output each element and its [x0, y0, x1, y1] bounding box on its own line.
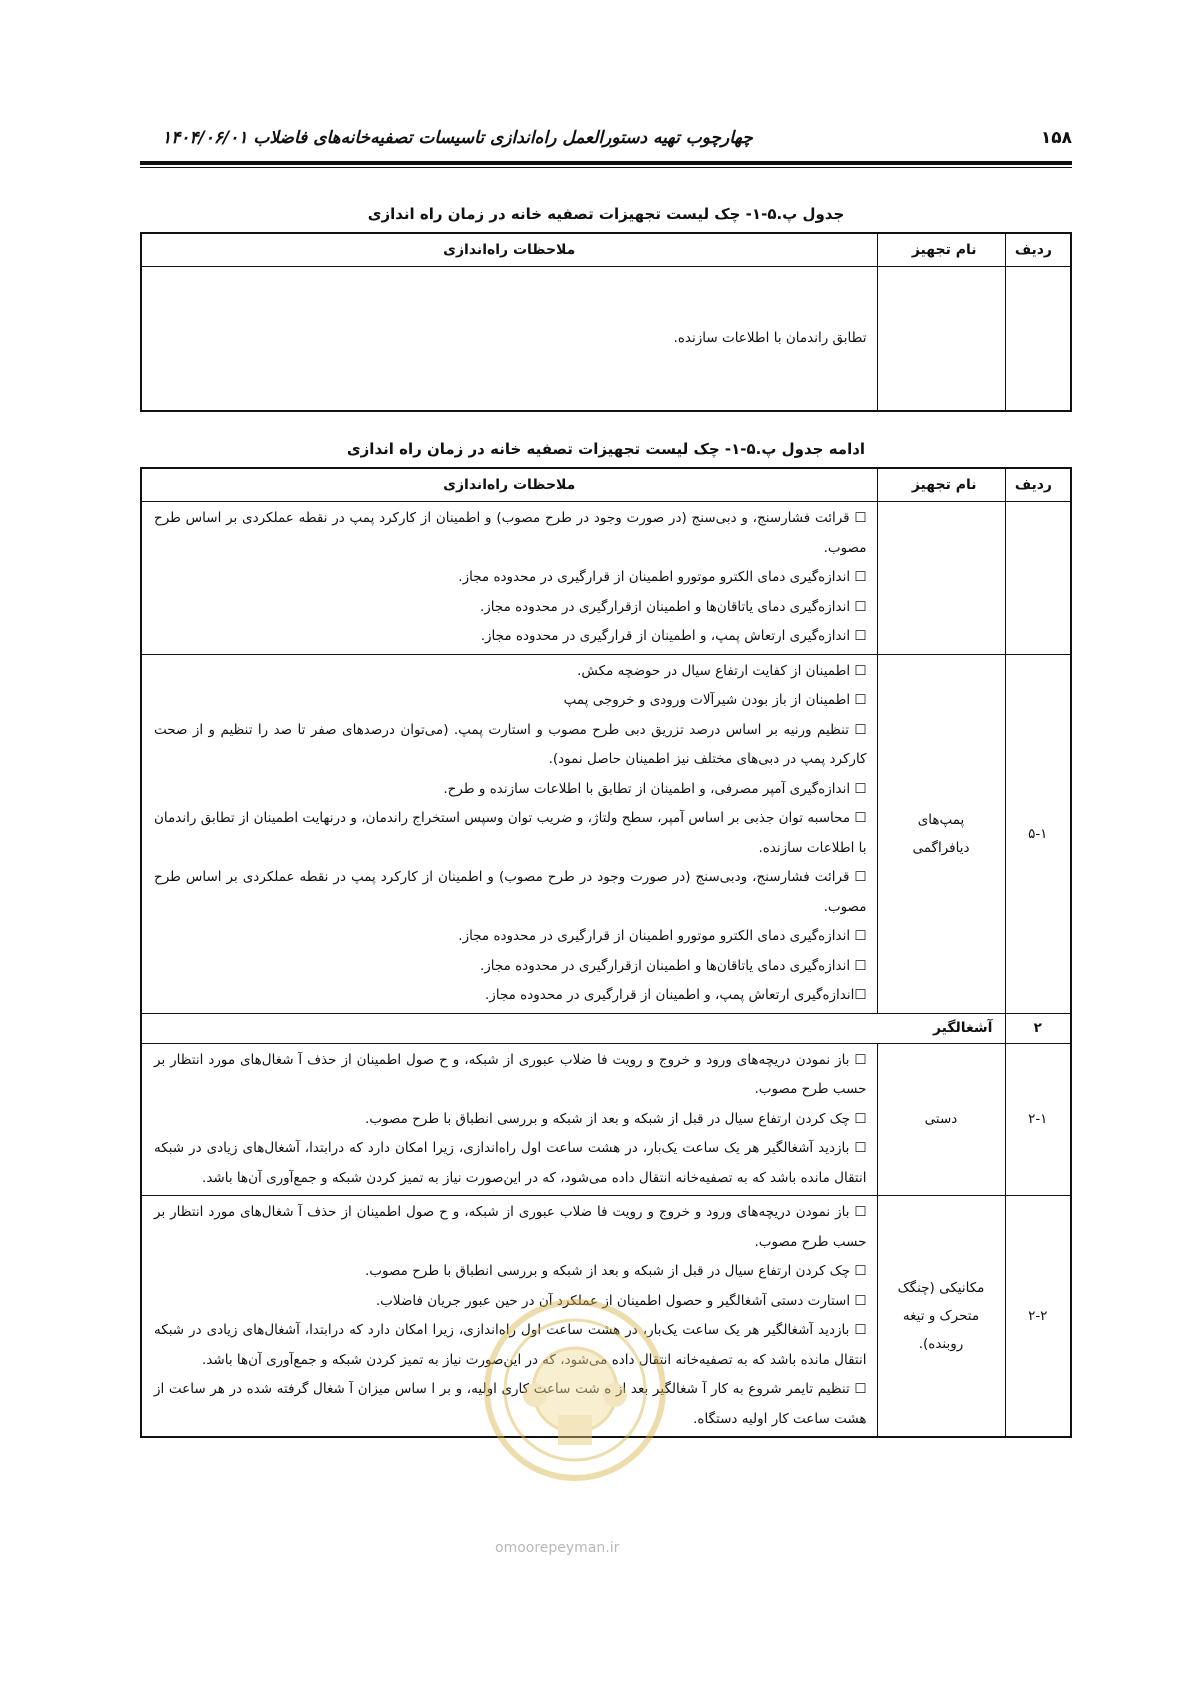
row-name: [877, 267, 1005, 411]
equipment-name-line: متحرک و تیغه: [902, 1308, 980, 1324]
running-title: [140, 128, 753, 148]
equipment-name-line: روبنده).: [918, 1336, 964, 1352]
row-radif: ۲-۱: [1005, 1043, 1071, 1196]
row-name: [877, 502, 1005, 655]
table-row: [141, 1196, 1071, 1438]
checklist-item: ☐ اندازه‌گیری دمای الکترو موتورو اطمینان از قرارگیری در محدوده مجاز.: [458, 928, 867, 944]
page-number: ۱۵۸: [1040, 128, 1072, 148]
checklist-item: ☐ قرائت فشارسنج، و دبی‌سنج (در صورت وجود در طرح مصوب) و اطمینان از کارکرد پمپ در نقطه عملکردی بر اساس طرح مصوب.: [154, 510, 867, 556]
checklist-item: ☐ محاسبه توان جذبی بر اساس آمپر، سطح ولتاژ، و ضریب توان وسپس استخراج راندمان، و درنهایت اطمینان از تطابق راندمان با اطلاعات سازنده.: [154, 810, 867, 856]
row-name: دستی: [877, 1043, 1005, 1196]
checklist-item: ☐ باز نمودن دریچه‌های ورود و خروج و رویت فا ضلاب عبوری از شبکه، و ح صول اطمینان از حذف آ شغال‌های مورد انتظار بر حسب طرح مصوب.: [154, 1051, 867, 1097]
running-title-text: چهارچوب تهیه دستورالعمل راه‌اندازی تاسیسات تصفیه‌خانه‌های فاضلاب: [253, 128, 753, 148]
table-row: [141, 1043, 1071, 1196]
section-number: ۲: [1005, 1013, 1071, 1043]
checklist-item: ☐ اندازه‌گیری آمپر مصرفی، و اطمینان از تطابق با اطلاعات سازنده و طرح.: [443, 780, 867, 797]
equipment-name-line: دیافراگمی: [912, 839, 970, 856]
checklist-item: ☐ اندازه‌گیری دمای یاتاقان‌ها و اطمینان ازقرارگیری در محدوده مجاز.: [479, 957, 867, 974]
checklist-item: ☐ چک کردن ارتفاع سیال در قبل از شبکه و بعد از شبکه و بررسی انطباق با طرح مصوب.: [364, 1110, 867, 1127]
table-row: [141, 654, 1071, 1013]
equipment-name-line: پمپ‌های: [917, 811, 965, 828]
row-radif: [1005, 267, 1071, 411]
table2-header-row: [141, 468, 1071, 502]
row-name: [877, 654, 1005, 1013]
checklist-item: ☐ چک کردن ارتفاع سیال در قبل از شبکه و بعد از شبکه و بررسی انطباق با طرح مصوب.: [364, 1263, 867, 1279]
checklist-item: ☐ استارت دستی آشغالگیر و حصول اطمینان از عملکرد آن در حین عبور جریان فاضلاب.: [375, 1292, 867, 1309]
checklist-item: ☐ بازدید آشغالگیر هر یک ساعت یک‌بار، در هشت ساعت اول راه‌اندازی، زیرا امکان دارد که درابتدا، آشغال‌های زیادی در شبکه انتقال مانده باشد که به تصفیه‌خانه انتقال داده می‌شود، که در این‌صورت نیاز به تمیز کردن شبکه و جمع‌آوری آن‌ها باشد.: [154, 1140, 867, 1186]
row-notes: [141, 654, 877, 1013]
table2: [140, 467, 1072, 1438]
row-radif: [1005, 502, 1071, 655]
table2-col-notes: ملاحظات راه‌اندازی: [141, 468, 877, 502]
header-rule-thick: [140, 161, 1072, 165]
table1: [140, 232, 1072, 412]
table1-caption: جدول پ.۵-۱- چک لیست تجهیزات تصفیه خانه در زمان راه اندازی: [367, 205, 845, 223]
checklist-item: ☐ قرائت فشارسنج، ودبی‌سنج (در صورت وجود در طرح مصوب) و اطمینان از کارکرد پمپ در نقطه عملکردی بر اساس طرح مصوب.: [154, 869, 867, 915]
checklist-item: ☐ اندازه‌گیری ارتعاش پمپ، و اطمینان از قرارگیری در محدوده مجاز.: [480, 628, 867, 644]
checklist-item: ☐ تنظیم ورنیه بر اساس درصد تزریق دبی طرح مصوب و استارت پمپ. (می‌توان درصدهای صفر تا صد را تنظیم و از صحت کارکرد پمپ در دبی‌های مختلف نیز اطمینان حاصل نمود).: [154, 721, 867, 767]
note-line: تطابق راندمان با اطلاعات سازنده.: [673, 329, 867, 346]
watermark-site: omoorepeyman.ir: [495, 1540, 620, 1556]
table1-col-radif: ردیف: [1005, 233, 1071, 267]
row-notes: [141, 1043, 877, 1196]
row-radif: ۵-۱: [1005, 654, 1071, 1013]
checklist-item: ☐ بازدید آشغالگیر هر یک ساعت یک‌بار، در هشت ساعت اول راه‌اندازی، زیرا امکان دارد که درابتدا، آشغال‌های زیادی در شبکه انتقال مانده باشد که به تصفیه‌خانه انتقال داده می‌شود، که در این‌صورت نیاز به تمیز کردن شبکه و جمع‌آوری آن‌ها باشد.: [154, 1322, 867, 1368]
row-notes: [141, 502, 877, 655]
row-notes: [141, 267, 877, 411]
checklist-item: ☐ باز نمودن دریچه‌های ورود و خروج و رویت فا ضلاب عبوری از شبکه، و ح صول اطمینان از حذف آ شغال‌های مورد انتظار بر حسب طرح مصوب.: [154, 1204, 867, 1250]
running-title-date: ۱۴۰۴/۰۶/۰۱: [162, 128, 248, 148]
row-name: [877, 1196, 1005, 1438]
table-row: [141, 267, 1071, 411]
row-notes: [141, 1196, 877, 1438]
table1-col-notes: ملاحظات راه‌اندازی: [141, 233, 877, 267]
checklist-item: ☐ تنظیم تایمر شروع به کار آ شغالگیر بعد از ه شت ساعت کاری اولیه، و بر ا ساس میزان آ شغال گرفته شده در هر ساعت از هشت ساعت کار اولیه دستگاه.: [154, 1381, 867, 1427]
table2-col-radif: ردیف: [1005, 468, 1071, 502]
checklist-item: ☐ اطمینان از کفایت ارتفاع سیال در حوضچه مکش.: [577, 662, 867, 679]
table2-col-name: نام تجهیز: [877, 468, 1005, 502]
page-header: [140, 128, 1072, 152]
row-radif: ۲-۲: [1005, 1196, 1071, 1438]
header-rule-thin: [140, 167, 1072, 168]
table-row: [141, 502, 1071, 655]
checklist-item: ☐ اطمینان از باز بودن شیرآلات ورودی و خروجی پمپ: [563, 692, 867, 708]
checklist-item: ☐ اندازه‌گیری دمای یاتاقان‌ها و اطمینان ازقرارگیری در محدوده مجاز.: [479, 598, 867, 615]
checklist-item: ☐اندازه‌گیری ارتعاش پمپ، و اطمینان از قرارگیری در محدوده مجاز.: [485, 987, 867, 1003]
equipment-name-line: مکانیکی (چنگک: [897, 1280, 985, 1296]
table2-caption: ادامه جدول پ.۵-۱- چک لیست تجهیزات تصفیه خانه در زمان راه اندازی: [346, 440, 866, 458]
section-row: [141, 1013, 1071, 1043]
checklist-item: ☐ اندازه‌گیری دمای الکترو موتورو اطمینان از قرارگیری در محدوده مجاز.: [458, 569, 867, 585]
section-label: آشغالگیر: [141, 1013, 1005, 1043]
table1-col-name: نام تجهیز: [877, 233, 1005, 267]
table1-header-row: [141, 233, 1071, 267]
